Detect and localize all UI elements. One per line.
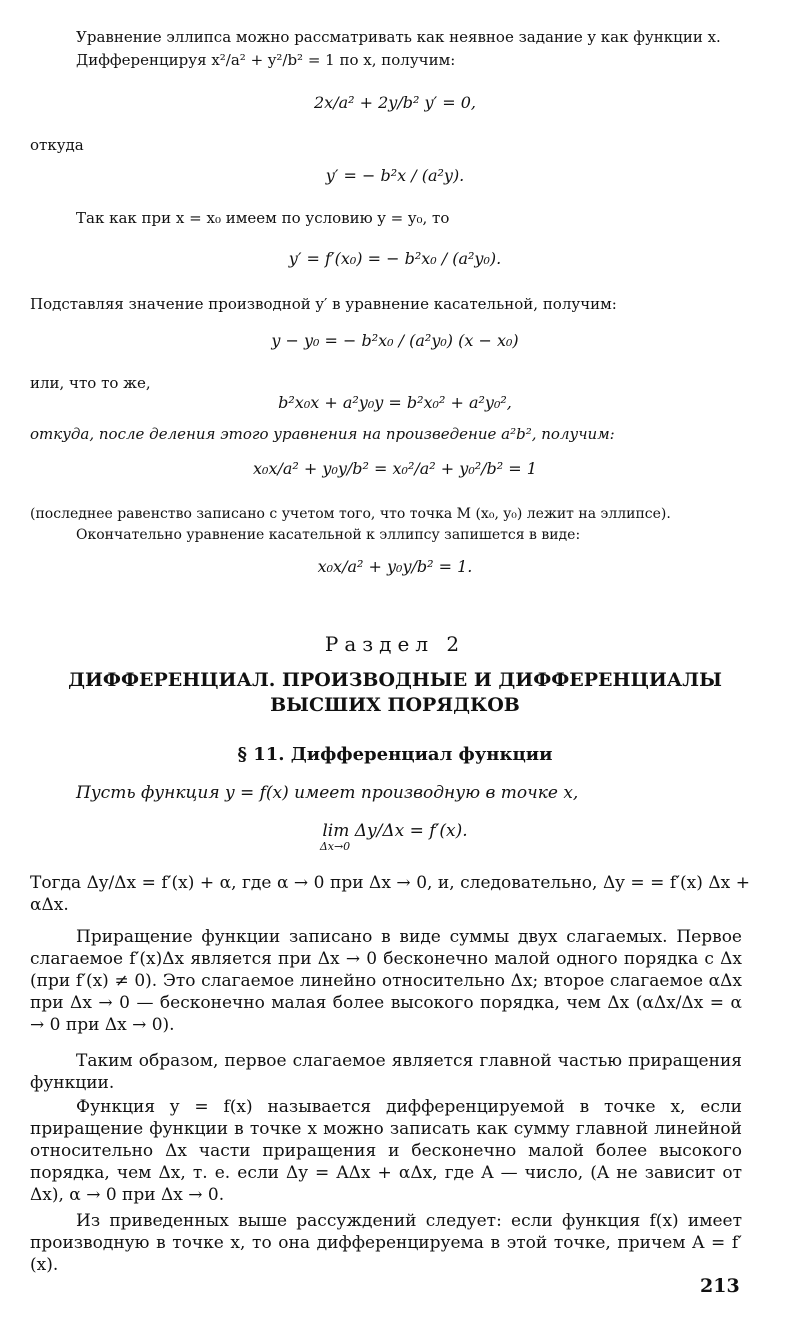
label-ili: или, что то же, — [30, 374, 151, 392]
body-paragraph-3: Приращение функции записано в виде суммы двух слагаемых. Первое слагаемое f′(x)Δx является при Δx → 0 бесконечно малой одного порядка с Δx (при f′(x) ≠ 0). Это слагаемое линейно относительно Δx; второе слагаемое αΔx при Δx → 0 — бесконечно малая более высокого порядка, чем Δx (αΔx/Δx = α → 0 при Δx → 0). — [30, 927, 742, 1035]
paragraph-heading: § 11. Дифференциал функции — [237, 744, 553, 765]
body-line-1: Пусть функция y = f(x) имеет производную в точке x, — [76, 783, 579, 803]
formula-5: b²x₀x + a²y₀y = b²x₀² + a²y₀², — [278, 393, 512, 412]
section-label: Раздел 2 — [324, 632, 466, 656]
formula-2: y′ = − b²x / (a²y). — [325, 166, 465, 185]
text-line-5: откуда, после деления этого уравнения на произведение a²b², получим: — [30, 425, 615, 443]
body-paragraph-4: Таким образом, первое слагаемое является главной частью приращения функции. — [30, 1051, 742, 1093]
section-title-line-1: ДИФФЕРЕНЦИАЛ. ПРОИЗВОДНЫЕ И ДИФФЕРЕНЦИАЛЫ — [68, 669, 722, 691]
text-line-3: Так как при x = x₀ имеем по условию y = y₀, то — [76, 209, 450, 227]
body-paragraph-2: Тогда Δy/Δx = f′(x) + α, где α → 0 при Δx → 0, и, следовательно, Δy = = f′(x) Δx + αΔx. — [30, 873, 750, 915]
text-line-7: Окончательно уравнение касательной к эллипсу запишется в виде: — [76, 527, 581, 543]
body-paragraph-6: Из приведенных выше рассуждений следует: если функция f(x) имеет производную в точке x, то она дифференцируема в этой точке, причем A = f′(x). — [30, 1211, 742, 1275]
formula-1: 2x/a² + 2y/b² y′ = 0, — [314, 93, 476, 112]
section-title-line-2: ВЫСШИХ ПОРЯДКОВ — [270, 694, 520, 716]
formula-limit: lim Δy/Δx = f′(x). — [322, 821, 468, 841]
text-line-6: (последнее равенство записано с учетом того, что точка M (x₀, y₀) лежит на эллипсе). — [30, 506, 671, 522]
page-number: 213 — [700, 1275, 740, 1297]
formula-7: x₀x/a² + y₀y/b² = 1. — [317, 557, 473, 576]
formula-limit-subscript: Δx→0 — [319, 840, 351, 853]
label-otkuda: откуда — [30, 136, 84, 154]
text-line-2: Дифференцируя x²/a² + y²/b² = 1 по x, получим: — [76, 51, 456, 69]
formula-4: y − y₀ = − b²x₀ / (a²y₀) (x − x₀) — [271, 331, 519, 350]
text-line-1: Уравнение эллипса можно рассматривать как неявное задание y как функции x. — [76, 28, 721, 46]
formula-3: y′ = f′(x₀) = − b²x₀ / (a²y₀). — [288, 249, 502, 268]
text-line-4: Подставляя значение производной y′ в уравнение касательной, получим: — [30, 295, 617, 313]
body-paragraph-5: Функция y = f(x) называется дифференцируемой в точке x, если приращение функции в точке x можно записать как сумму главной линейной относительно Δx части приращения и бесконечно малой более высокого порядка, чем Δx, т. е. если Δy = AΔx + αΔx, где A — число, (A не зависит от Δx), α → 0 при Δx → 0. — [30, 1097, 742, 1205]
formula-6: x₀x/a² + y₀y/b² = x₀²/a² + y₀²/b² = 1 — [253, 459, 537, 478]
